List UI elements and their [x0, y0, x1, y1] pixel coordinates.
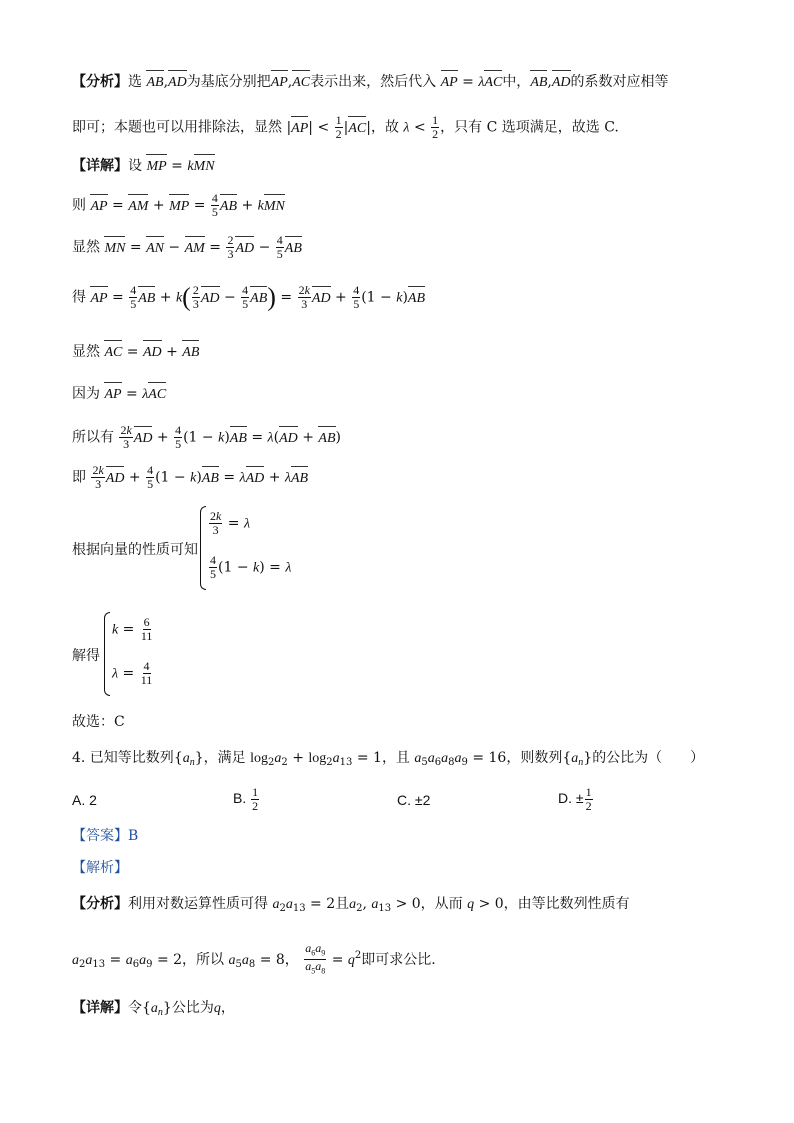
option-d: D. ± $\frac{1}{2}$ — [558, 785, 592, 813]
system-1-label: 根据向量的性质可知 — [72, 542, 198, 558]
answer-line: 【答案】B — [72, 828, 139, 844]
system-2-brace — [104, 612, 110, 696]
jiexi-line: 【解析】 — [72, 860, 128, 876]
q4-stem: 4. 已知等比数列$\{a_n\}$，满足 $\log_2a_2 + \log_2a_{13} = 1$，且 $a_5a_6a_8a_9 = 16$，则数列$\{a_n\}$的公比为（ ） — [72, 750, 705, 768]
choose-line: 故选：C — [72, 714, 125, 730]
system-1-eq-1: $\frac{2k}{3}$ = λ — [210, 509, 251, 537]
analysis-line-1: 【分析】选 AB,AD为基底分别把AP,AC表示出来，然后代入 AP = λAC中，AB,AD的系数对应相等 — [72, 72, 669, 93]
detail-line-4: 得 AP = $\frac{4}{5}$ AB + k( $\frac{2}{3}$ AD − $\frac{4}{5}$ AB) = $\frac{2k}{3}$ AD + $\frac{4}{5}$ (1 − k)AB — [72, 282, 426, 312]
detail-line-3: 显然 MN = AN − AM = $\frac{2}{3}$ AD − $\frac{4}{5}$ AB — [72, 233, 302, 261]
detail-line-8: 即 $\frac{2k}{3}$ AD + $\frac{4}{5}$ (1 − k)AB = λAD + λAB — [72, 463, 309, 491]
system-1-eq-2: $\frac{4}{5}$ (1 − k) = λ — [210, 553, 292, 581]
analysis-line-2: 即可；本题也可以用排除法，显然 |AP| < $\frac{1}{2}$ |AC|，故 λ < $\frac{1}{2}$ ，只有 C 选项满足，故选 C. — [72, 113, 619, 141]
system-2-label: 解得 — [72, 648, 100, 664]
q4-analysis-line-2: $a_2a_{13} = a_6a_9 = 2$，所以 $a_5a_8 = 8$， $\frac{a_6a_9}{a_5a_8}$ = $q^2$即可求公比. — [72, 941, 436, 976]
option-b: B. $\frac{1}{2}$ — [233, 785, 259, 813]
detail-line-2: 则 AP = AM + MP = $\frac{4}{5}$ AB + kMN — [72, 191, 285, 219]
detail-line-6: 因为 AP = λAC — [72, 384, 166, 405]
system-1-brace — [200, 506, 206, 590]
detail-line-5: 显然 AC = AD + AB — [72, 342, 199, 363]
system-2-eq-2: λ = $\frac{4}{11}$ — [112, 659, 153, 687]
option-c: C. ±2 — [397, 792, 431, 808]
system-2-eq-1: k = $\frac{6}{11}$ — [112, 615, 153, 643]
detail-line-7: 所以有 $\frac{2k}{3}$ AD + $\frac{4}{5}$ (1 − k)AB = λ(AD + AB) — [72, 423, 341, 451]
q4-detail-line: 【详解】令$\{a_n\}$公比为q， — [72, 1000, 235, 1018]
option-a: A. 2 — [72, 792, 97, 808]
detail-line-1: 【详解】设 MP = kMN — [72, 156, 215, 177]
q4-analysis-line-1: 【分析】利用对数运算性质可得 $a_2a_{13} = 2$且$a_2$, $a_{13} > 0$，从而 q > 0，由等比数列性质有 — [72, 896, 630, 914]
analysis-tag: 【分析】 — [72, 74, 128, 90]
